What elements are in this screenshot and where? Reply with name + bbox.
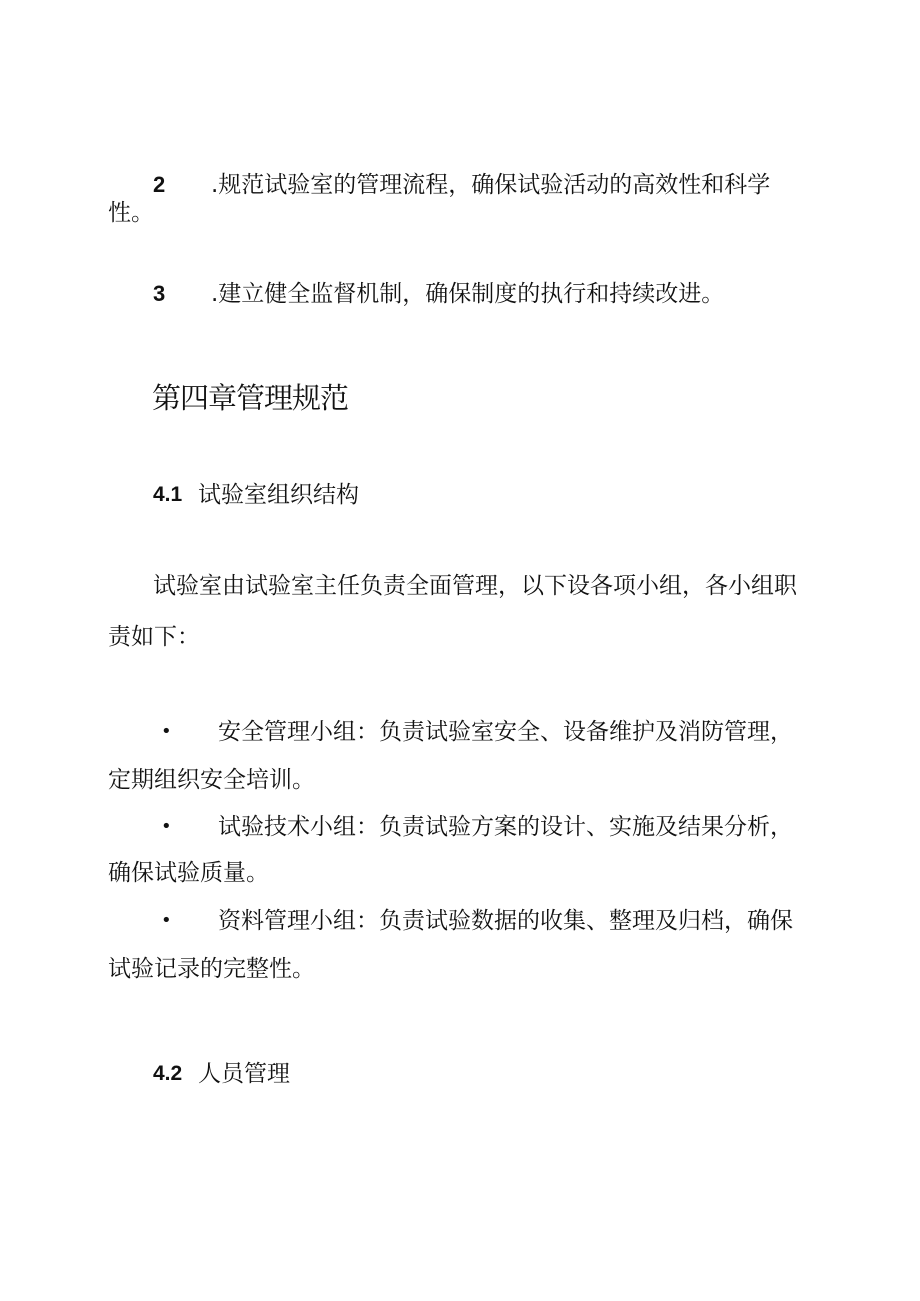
section-number: 4.1 <box>153 483 183 506</box>
section-number: 4.2 <box>153 1062 183 1085</box>
list-item-number: 2 <box>153 172 166 197</box>
bullet-dot-icon: • <box>161 721 172 742</box>
paragraph-line: 试验室由试验室主任负责全面管理，以下设各项小组，各小组职 <box>153 573 797 599</box>
bullet-text: 资料管理小组：负责试验数据的收集、整理及归档，确保 <box>218 908 793 934</box>
bullet-text-continued: 试验记录的完整性。 <box>108 956 315 982</box>
section-title: 人员管理 <box>198 1061 290 1087</box>
bullet-text: 试验技术小组：负责试验方案的设计、实施及结果分析， <box>218 814 793 840</box>
list-item-text: .规范试验室的管理流程，确保试验活动的高效性和科学 <box>211 172 771 198</box>
section-title: 试验室组织结构 <box>198 482 359 508</box>
list-item-text: .建立健全监督机制，确保制度的执行和持续改进。 <box>211 281 725 307</box>
list-item-text-continued: 性。 <box>108 200 154 226</box>
bullet-dot-icon: • <box>161 910 172 931</box>
bullet-text-continued: 定期组织安全培训。 <box>108 767 315 793</box>
bullet-dot-icon: • <box>161 816 172 837</box>
list-item-number: 3 <box>153 281 166 306</box>
chapter-title: 第四章管理规范 <box>152 381 349 415</box>
paragraph-line: 责如下： <box>108 624 200 650</box>
bullet-text-continued: 确保试验质量。 <box>108 860 269 886</box>
bullet-text: 安全管理小组：负责试验室安全、设备维护及消防管理， <box>218 719 793 745</box>
